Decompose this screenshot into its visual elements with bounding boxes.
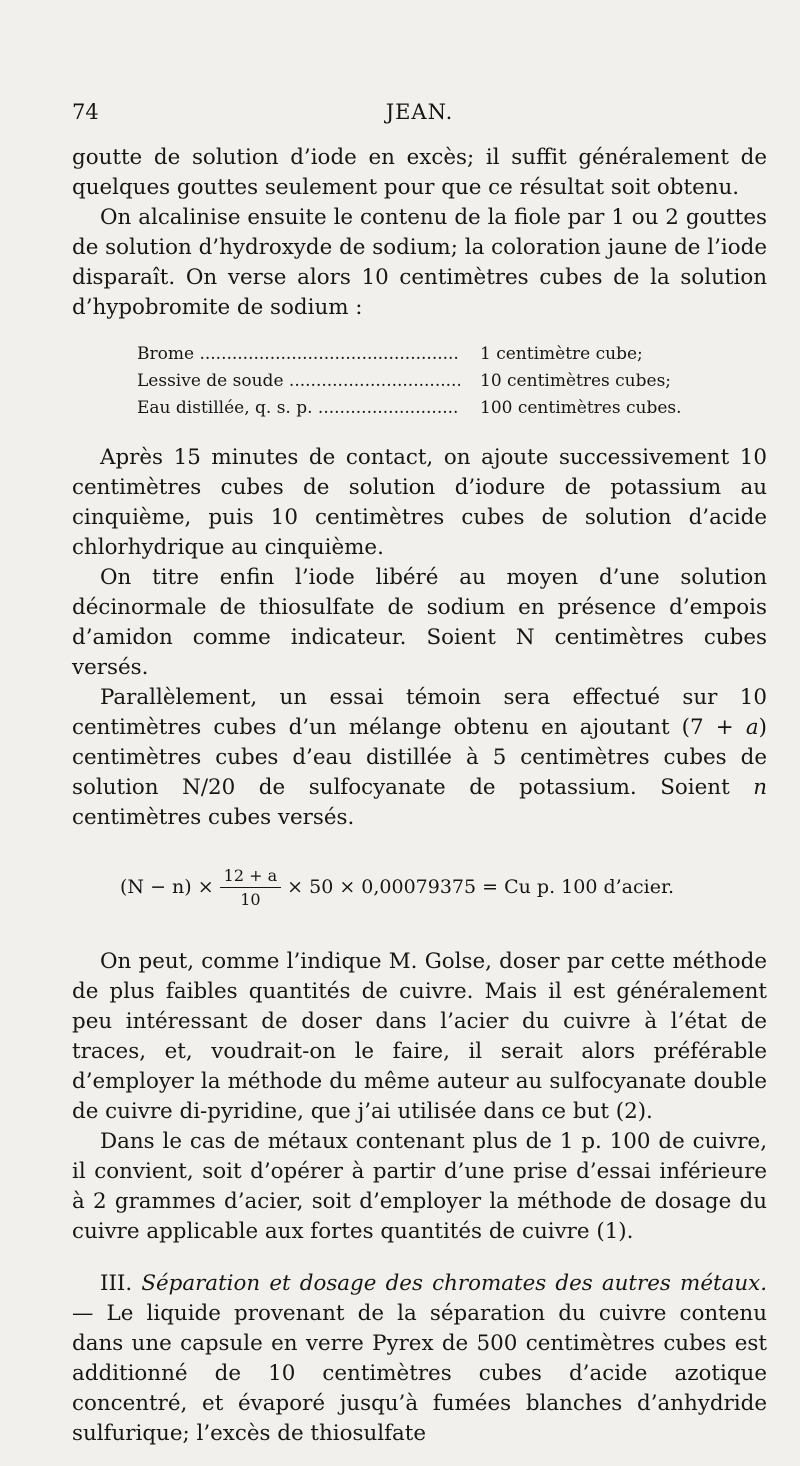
paragraph bbox=[72, 1269, 767, 1449]
recipe-quantity: 10 centimètres cubes; bbox=[480, 371, 672, 391]
fraction-numerator: 12 + a bbox=[220, 866, 281, 888]
text-run: ) centimètres cubes d’eau distillée à 5 centimètres cubes de solution N/20 de sulfocyanate de potassium. Soient bbox=[72, 715, 767, 800]
paragraph: On alcalinise ensuite le contenu de la fiole par 1 ou 2 gouttes de solution d’hydroxyde de sodium; la coloration jaune de l’iode disparaît. On verse alors 10 centimètres cubes de la solution d’hypobromite de sodium : bbox=[72, 205, 767, 320]
page-number: 74 bbox=[72, 100, 99, 124]
variable: n bbox=[753, 775, 767, 800]
paragraph: Dans le cas de métaux contenant plus de 1 p. 100 de cuivre, il convient, soit d’opérer à partir d’une prise d’essai inférieure à 2 grammes d’acier, soit d’employer la méthode de dosage du cuivre applicable aux fortes quantités de cuivre (1). bbox=[72, 1129, 767, 1244]
running-title: JEAN. bbox=[385, 100, 454, 124]
page-header bbox=[72, 100, 767, 130]
recipe-item: Brome ..... bbox=[137, 341, 460, 368]
fraction-denominator: 10 bbox=[240, 889, 261, 909]
paragraph: On titre enfin l’iode libéré au moyen d’une solution décinormale de thiosulfate de sodium en présence d’empois d’amidon comme indicateur. Soient N centimètres cubes versés. bbox=[72, 565, 767, 680]
formula-fraction bbox=[220, 866, 281, 909]
paragraph: goutte de solution d’iode en excès; il suffit généralement de quelques gouttes seulement pour que ce résultat soit obtenu. bbox=[72, 145, 767, 200]
text-run: — Le liquide provenant de la séparation du cuivre contenu dans une capsule en verre Pyrex de 500 centimètres cubes est additionné de 10 centimètres cubes d’acide azotique concentré, et évaporé jusqu’à fumées blanches d’anhydride sulfurique; l’excès de thiosulfate bbox=[72, 1301, 767, 1446]
text-run: Parallèlement, un essai témoin sera effectué sur 10 centimètres cubes d’un mélange obtenu en ajoutant (7 + bbox=[72, 685, 767, 740]
paragraph: On peut, comme l’indique M. Golse, doser par cette méthode de plus faibles quantités de cuivre. Mais il est généralement peu intéressant de doser dans l’acier du cuivre à l’état de traces, et, voudrait-on le faire, il serait alors préférable d’employer la méthode du même auteur au sulfocyanate double de cuivre di-pyridine, que j’ai utilisée dans ce but (2). bbox=[72, 949, 767, 1124]
recipe-item: Lessive de soude ..... bbox=[137, 368, 460, 395]
formula-left: (N − n) × bbox=[120, 876, 214, 898]
recipe-item: Eau distillée, q. s. p. ..... bbox=[137, 395, 460, 422]
variable: a bbox=[745, 715, 759, 740]
paragraph bbox=[72, 683, 767, 833]
formula-expression bbox=[120, 853, 674, 921]
recipe-row bbox=[137, 341, 767, 368]
text-run: centimètres cubes versés. bbox=[72, 805, 355, 830]
formula-right: × 50 × 0,00079375 = Cu p. 100 d’acier. bbox=[287, 876, 674, 898]
recipe-quantity: 100 centimètres cubes. bbox=[480, 398, 682, 418]
page-body bbox=[72, 143, 767, 1449]
formula bbox=[72, 853, 767, 921]
recipe-row bbox=[137, 395, 767, 422]
section-heading: Séparation et dosage des chromates des autres métaux. bbox=[141, 1271, 767, 1296]
reagent-recipe bbox=[72, 341, 767, 422]
recipe-row bbox=[137, 368, 767, 395]
recipe-quantity: 1 centimètre cube; bbox=[480, 344, 643, 364]
section-number: III. bbox=[100, 1271, 142, 1296]
paragraph: Après 15 minutes de contact, on ajoute successivement 10 centimètres cubes de solution d’iodure de potassium au cinquième, puis 10 centimètres cubes de solution d’acide chlorhydrique au cinquième. bbox=[72, 445, 767, 560]
